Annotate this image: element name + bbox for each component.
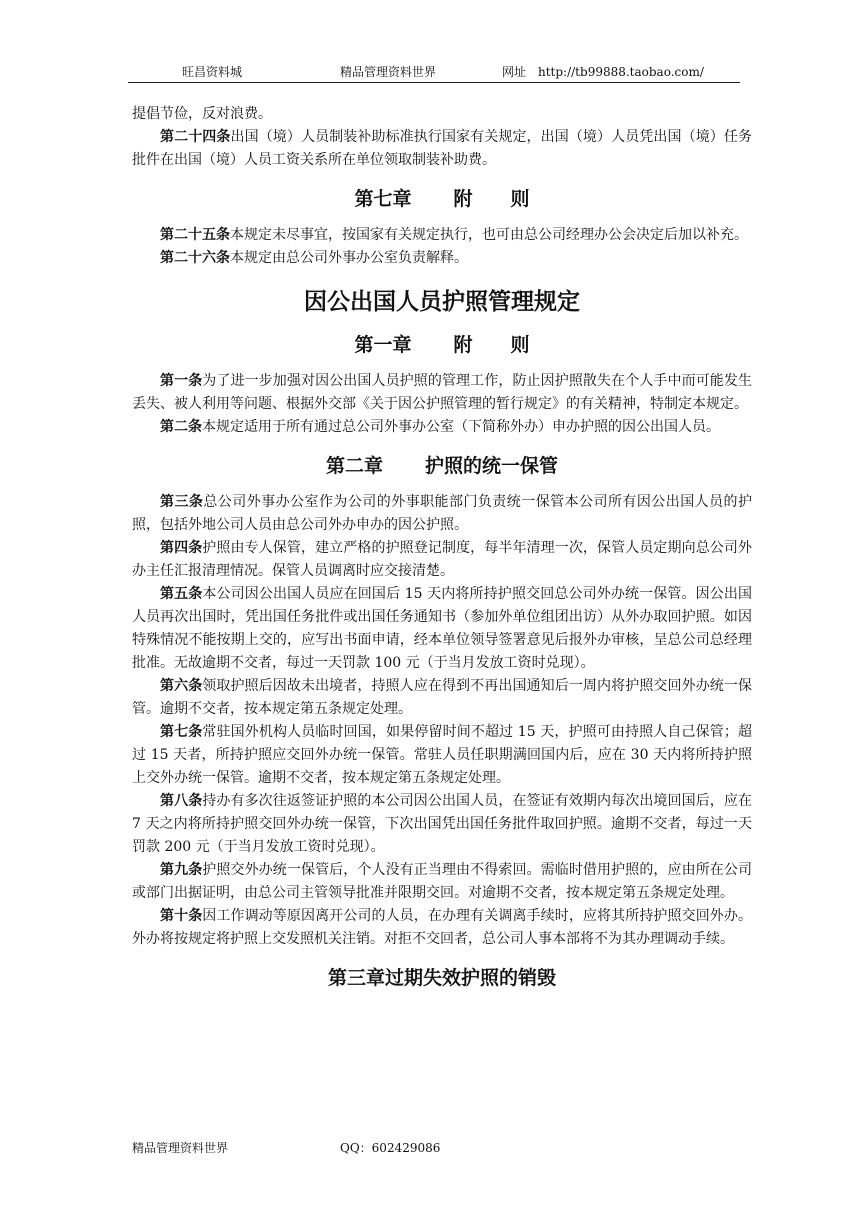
article-text: 为了进一步加强对因公出国人员护照的管理工作，防止因护照散失在个人手中而可能发生丢失、被人利用等问题、根据外交部《关于因公护照管理的暂行规定》的有关精神，特制定本规定。: [132, 373, 753, 412]
article-number: 第二十六条: [160, 250, 230, 266]
article-number: 第二十五条: [160, 227, 230, 243]
header-collection-name: 精品管理资料世界: [340, 65, 437, 79]
article-number: 第五条: [160, 586, 203, 602]
article-paragraph: [132, 859, 752, 905]
chapter-name: 附 则: [453, 188, 530, 210]
footer-qq: QQ：602429086: [340, 1141, 441, 1155]
article-paragraph: [132, 247, 752, 270]
article-number: 第二条: [160, 419, 202, 435]
header-url[interactable]: 网址 http://tb99888.taobao.com/: [502, 65, 704, 79]
article-paragraph: [132, 583, 752, 675]
article-paragraph: [132, 675, 752, 721]
article-text: 出国（境）人员制装补助标准执行国家有关规定，出国（境）人员凭出国（境）任务批件在出国（境）人员工资关系所在单位领取制装补助费。: [132, 129, 753, 168]
header-site-name: 旺昌资料城: [182, 65, 243, 79]
article-paragraph: [132, 416, 752, 439]
chapter-number: 第一章: [354, 334, 412, 356]
article-number: 第四条: [160, 540, 203, 556]
document-title: 因公出国人员护照管理规定: [304, 289, 580, 315]
footer-collection-name: 精品管理资料世界: [132, 1141, 229, 1155]
article-text: 护照交外办统一保管后，个人没有正当理由不得索回。需临时借用护照的，应由所在公司或部门出据证明，由总公司主管领导批准并限期交回。对逾期不交者，按本规定第五条规定处理。: [132, 862, 753, 901]
article-number: 第六条: [160, 678, 203, 694]
article-text: 总公司外事办公室作为公司的外事职能部门负责统一保管本公司所有因公出国人员的护照，包括外地公司人员由总公司外办申办的因公护照。: [132, 494, 753, 533]
chapter-name: 护照的统一保管: [425, 455, 559, 477]
chapter-number: 第三章过期失效护照的销毁: [327, 967, 556, 989]
article-number: 第二十四条: [160, 129, 231, 145]
article-number: 第九条: [160, 862, 203, 878]
article-paragraph: [132, 224, 752, 247]
article-text: 提倡节俭，反对浪费。: [132, 106, 272, 122]
article-number: 第一条: [160, 373, 203, 389]
page-header: [128, 62, 740, 83]
document-body: [132, 103, 752, 1003]
article-paragraph: [132, 126, 752, 172]
article-paragraph: [132, 905, 752, 951]
article-text: 本规定由总公司外事办公室负责解释。: [230, 250, 468, 266]
article-paragraph: [132, 537, 752, 583]
article-paragraph: [132, 721, 752, 790]
body-paragraph: [132, 103, 752, 126]
chapter-name: 附 则: [453, 334, 530, 356]
article-paragraph: [132, 790, 752, 859]
chapter-heading: [132, 332, 752, 358]
article-number: 第十条: [160, 908, 203, 924]
article-text: 常驻国外机构人员临时回国，如果停留时间不超过 15 天，护照可由持照人自己保管；超过 15 天者，所持护照应交回外办统一保管。常驻人员任职期满回国内后，应在 30 天内将所持护照上交外办统一保管。逾期不交者，按本规定第五条规定处理。: [132, 724, 752, 786]
article-number: 第三条: [160, 494, 204, 510]
article-number: 第七条: [160, 724, 203, 740]
article-number: 第八条: [160, 793, 203, 809]
article-text: 本规定未尽事宜，按国家有关规定执行，也可由总公司经理办公会决定后加以补充。: [230, 227, 748, 243]
chapter-heading: [132, 965, 752, 991]
article-text: 持办有多次往返签证护照的本公司因公出国人员，在签证有效期内每次出境回国后，应在 7 天之内将所持护照交回外办统一保管，下次出国凭出国任务批件取回护照。逾期不交者，每过一天罚款 200 元（于当月发放工资时兑现）。: [132, 793, 753, 855]
article-text: 本规定适用于所有通过总公司外事办公室（下简称外办）申办护照的因公出国人员。: [202, 419, 720, 435]
article-paragraph: [132, 491, 752, 537]
article-paragraph: [132, 370, 752, 416]
chapter-heading: [132, 453, 752, 479]
article-text: 本公司因公出国人员应在回国后 15 天内将所持护照交回总公司外办统一保管。因公出国人员再次出国时，凭出国任务批件或出国任务通知书（参加外单位组团出访）从外办取回护照。如因特殊情况不能按期上交的，应写出书面申请，经本单位领导签署意见后报外办审核，呈总公司总经理批准。无故逾期不交者，每过一天罚款 100 元（于当月发放工资时兑现）。: [132, 586, 752, 671]
article-text: 领取护照后因故未出境者，持照人应在得到不再出国通知后一周内将护照交回外办统一保管。逾期不交者，按本规定第五条规定处理。: [132, 678, 753, 717]
chapter-heading: [132, 186, 752, 212]
chapter-number: 第二章: [325, 455, 383, 477]
chapter-number: 第七章: [354, 188, 412, 210]
article-text: 因工作调动等原因离开公司的人员，在办理有关调离手续时，应将其所持护照交回外办。外办将按规定将护照上交发照机关注销。对拒不交回者，总公司人事本部将不为其办理调动手续。: [132, 908, 753, 947]
article-text: 护照由专人保管，建立严格的护照登记制度，每半年清理一次，保管人员定期向总公司外办主任汇报清理情况。保管人员调离时应交接清楚。: [132, 540, 753, 579]
